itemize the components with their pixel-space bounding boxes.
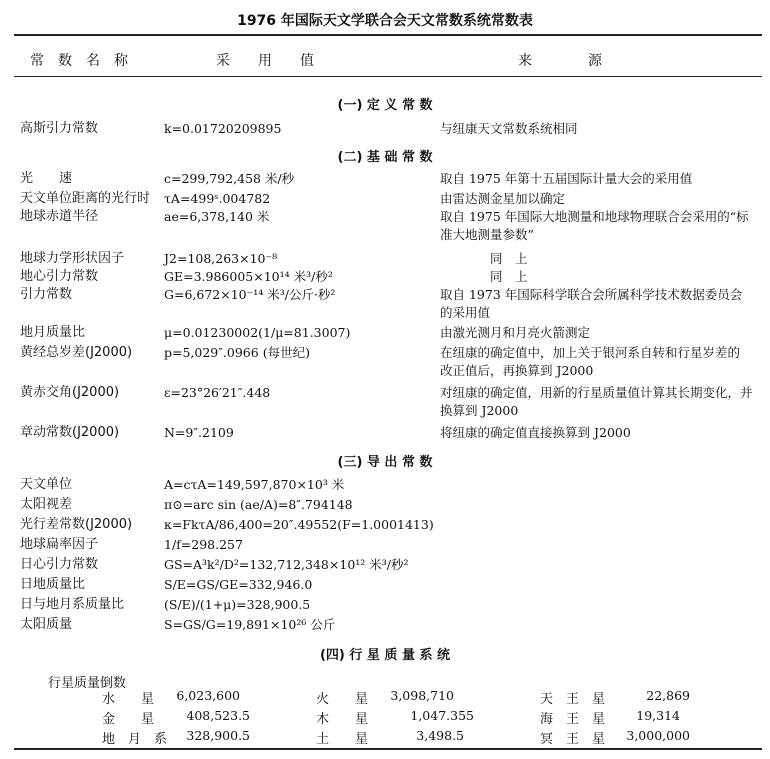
constant-source: 取自 1975 年国际大地测量和地球物理联合会采用的“标 [440,209,749,224]
constant-value: π⊙=arc sin (ae/A)=8″.794148 [164,497,353,512]
constant-name: 地球力学形状因子 [20,251,125,266]
planet-name: 海 王 星 [540,712,606,727]
planet-name: 天 王 星 [540,692,606,707]
planet-value: 1,047.355 [410,708,474,723]
constant-name: 天文单位距离的光行时 [20,191,151,206]
header-name: 常 数 名 称 [30,53,128,69]
constant-name: 地心引力常数 [20,269,99,284]
planet-value: 19,314 [636,708,680,723]
top-rule [14,34,762,36]
constant-value: c=299,792,458 米/秒 [164,171,295,186]
planet-name: 木 星 [316,712,369,727]
table-row [0,362,770,384]
constant-source: 同 上 [490,269,528,284]
constant-source: 同 上 [490,251,528,266]
planet-name: 冥 王 星 [540,732,606,747]
header-rule [14,76,762,77]
constant-name: 引力常数 [20,287,73,302]
planet-name: 土 星 [316,732,369,747]
table-row [0,324,770,346]
table-row [0,536,770,558]
table-title: 1976 年国际天文学联合会天文常数系统常数表 [237,13,533,29]
constant-source: 由激光测月和月亮火箭测定 [440,325,591,340]
table-row [0,424,770,446]
table-row [0,556,770,578]
planet-mass-title: 行星质量倒数 [48,676,127,691]
constant-value: (S/E)/(1+μ)=328,900.5 [164,597,311,612]
constant-name: 日心引力常数 [20,557,99,572]
table-row [0,476,770,498]
table-row [0,120,770,142]
constant-source: 在纽康的确定值中，加上关于银河系自转和行星岁差的 [440,345,741,360]
constant-value: ae=6,378,140 米 [164,209,270,224]
constant-value: p=5,029″.0966 (每世纪) [164,345,310,360]
constant-source: 准大地测量参数” [440,227,534,242]
planet-value: 22,869 [646,688,690,703]
section-derived: (三) 导 出 常 数 [337,455,433,470]
table-row [0,402,770,424]
constant-name: 天文单位 [20,477,73,492]
planet-value: 3,000,000 [626,728,690,743]
planet-value: 408,523.5 [186,708,250,723]
bottom-rule [14,748,762,750]
table-row [0,170,770,192]
constant-source: 由雷达测金星加以确定 [440,191,566,206]
constant-source: 改正值后，再换算到 J2000 [440,363,594,378]
header-value: 采 用 值 [216,53,314,69]
constant-value: A=cτA=149,597,870×10³ 米 [164,477,345,492]
constant-source: 取自 1975 年第十五届国际计量大会的采用值 [440,171,693,186]
constant-value: N=9″.2109 [164,425,234,440]
table-row [0,496,770,518]
constant-name: 太阳质量 [20,617,73,632]
planet-value: 328,900.5 [186,728,250,743]
constant-name: 日地质量比 [20,577,86,592]
section-basic: (二) 基 础 常 数 [337,150,433,165]
table-row [0,616,770,638]
table-row [0,304,770,326]
planet-name: 金 星 [102,712,155,727]
section-definition: (一) 定 义 常 数 [337,98,433,113]
table-row [0,226,770,248]
constant-value: μ=0.01230002(1/μ=81.3007) [164,325,351,340]
constant-name: 高斯引力常数 [20,121,99,136]
constant-source: 将纽康的确定值直接换算到 J2000 [440,425,631,440]
constant-source: 对纽康的确定值，用新的行星质量值计算其长期变化，并 [440,385,753,400]
planet-value: 3,098,710 [390,688,454,703]
table-row [0,576,770,598]
constant-value: J2=108,263×10⁻⁸ [164,251,278,266]
constant-name: 日与地月系质量比 [20,597,125,612]
constant-value: GE=3.986005×10¹⁴ 米³/秒² [164,269,333,284]
constant-name: 光行差常数(J2000) [20,517,133,532]
planet-name: 水 星 [102,692,155,707]
planet-value: 3,498.5 [416,728,464,743]
constant-source: 的采用值 [440,305,491,320]
constant-name: 黄赤交角(J2000) [20,385,120,400]
constant-name: 太阳视差 [20,497,73,512]
constant-value: G=6,672×10⁻¹⁴ 米³/公斤·秒² [164,287,336,302]
constant-source: 换算到 J2000 [440,403,519,418]
constant-value: τA=499ˢ.004782 [164,191,271,206]
constant-value: GS=A³k²/D²=132,712,348×10¹² 米³/秒² [164,557,409,572]
table-row [0,516,770,538]
planet-name: 地 月 系 [102,732,168,747]
constant-value: S/E=GS/GE=332,946.0 [164,577,313,592]
constant-name: 地月质量比 [20,325,86,340]
constant-value: k=0.01720209895 [164,121,282,136]
header-source: 来 源 [518,53,602,69]
constant-name: 章动常数(J2000) [20,425,120,440]
constant-name: 地球扁率因子 [20,537,99,552]
table-row [0,596,770,618]
constant-value: 1/f=298.257 [164,537,243,552]
planet-value: 6,023,600 [176,688,240,703]
constant-name: 光 速 [20,171,73,186]
constant-source: 与纽康天文常数系统相同 [440,121,578,136]
constant-value: ε=23°26′21″.448 [164,385,271,400]
constant-value: S=GS/G=19,891×10²⁶ 公斤 [164,617,336,632]
section-planet-masses: (四) 行 星 质 量 系 统 [319,648,451,663]
constant-value: κ=FkτA/86,400=20″.49552(F=1.0001413) [164,517,434,532]
planet-name: 火 星 [316,692,369,707]
constant-name: 黄经总岁差(J2000) [20,345,133,360]
constant-source: 取自 1973 年国际科学联合会所属科学技术数据委员会 [440,287,743,302]
constant-name: 地球赤道半径 [20,209,99,224]
